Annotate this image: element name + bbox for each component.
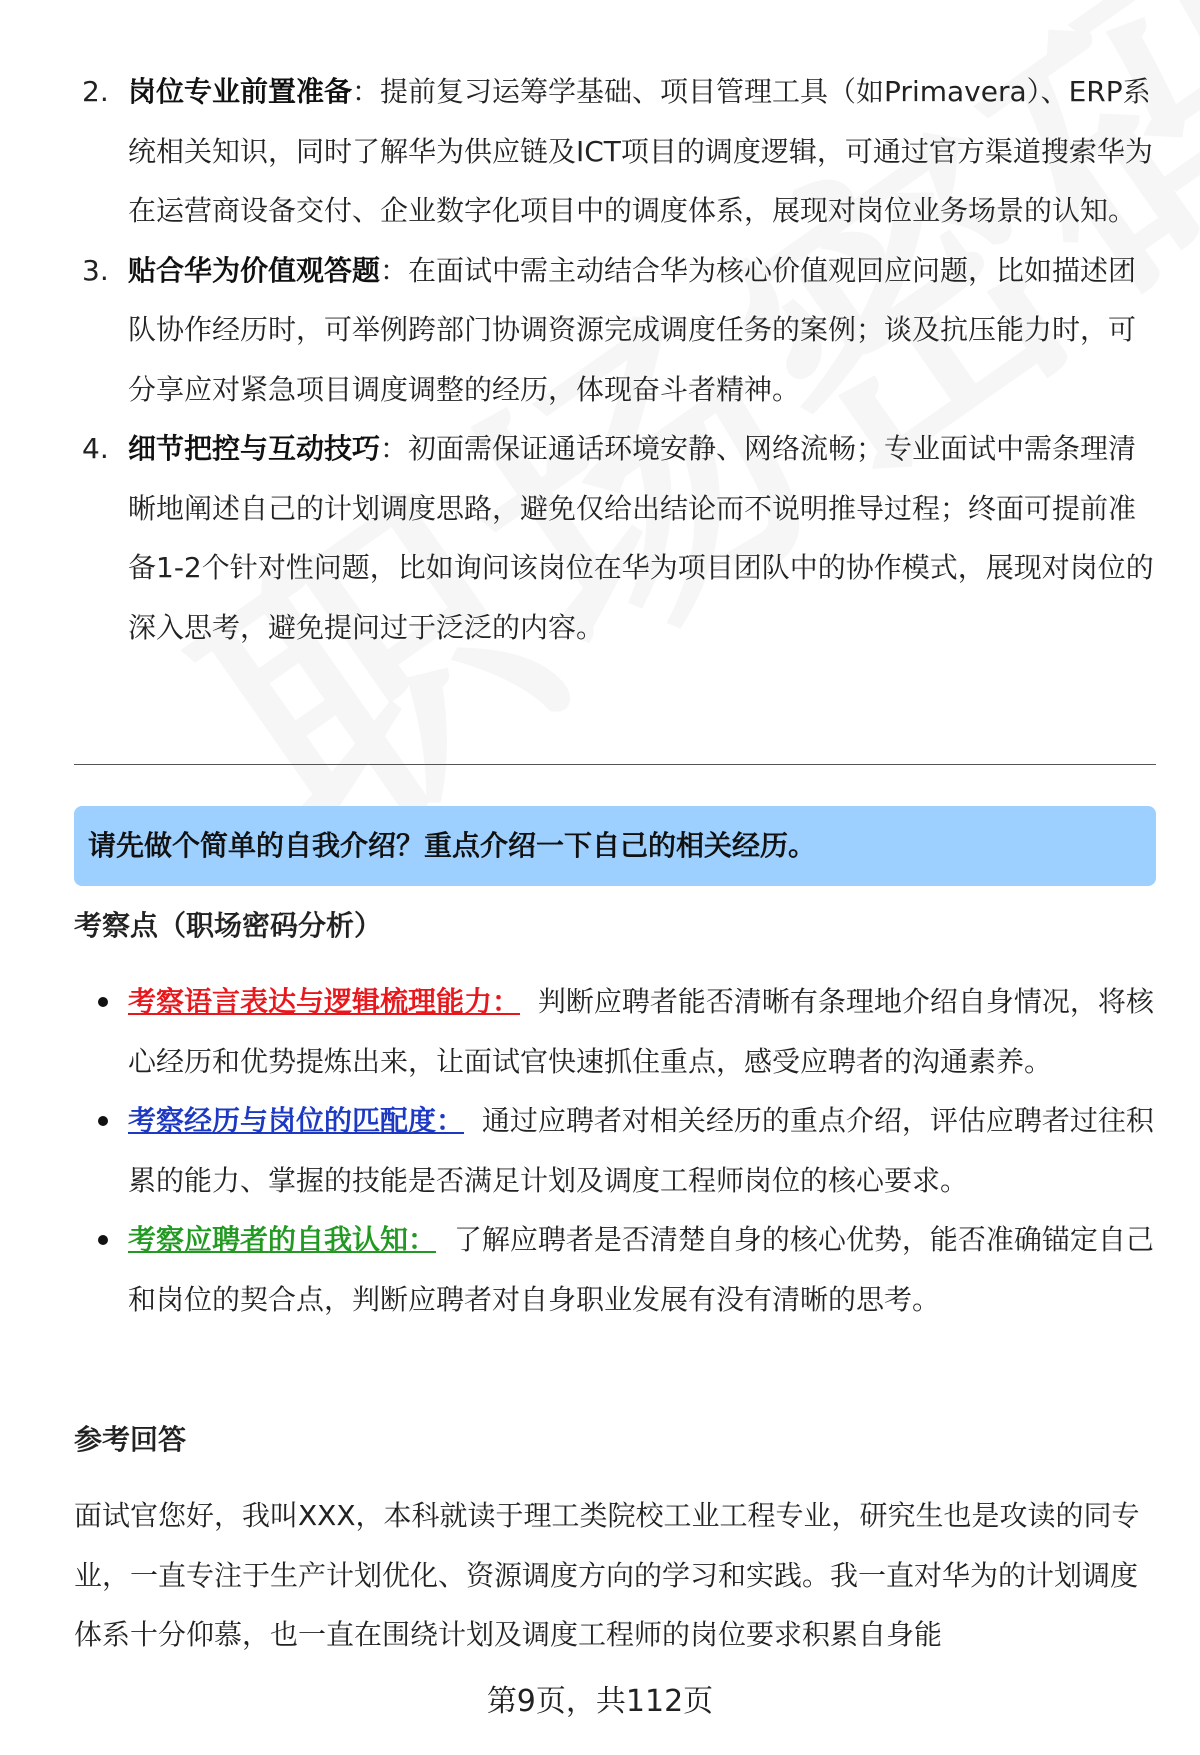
page-number: 第9页，共112页 [486,1684,714,1719]
question-box: 请先做个简单的自我介绍？重点介绍一下自己的相关经历。 [74,806,1156,886]
point-text: 判断应聘者能否清晰有条理地介绍自身情况，将核心经历和优势提炼出来，让面试官快速抓住重点，感受应聘者的沟通素养。 [128,985,1154,1078]
point-label: 考察应聘者的自我认知： [128,1223,437,1256]
list-item [82,972,1162,1091]
item-text: 提前复习运筹学基础、项目管理工具（如Primavera）、ERP系统相关知识，同时了解华为供应链及ICT项目的调度逻辑，可通过官方渠道搜索华为在运营商设备交付、企业数字化项目中的调度体系，展现对岗位业务场景的认知。 [128,75,1153,227]
list-number: 3. [82,253,109,287]
item-title: 岗位专业前置准备 [128,75,353,108]
analysis-heading: 考察点（职场密码分析） [74,909,383,942]
list-number: 2. [82,75,109,108]
item-separator: ： [380,253,409,287]
item-text: 初面需保证通话环境安静、网络流畅；专业面试中需条理清晰地阐述自己的计划调度思路，避免仅给出结论而不说明推导过程；终面可提前准备1-2个针对性问题，比如询问该岗位在华为项目团队中的协作模式，展现对岗位的深入思考，避免提问过于泛泛的内容。 [128,432,1154,644]
section-divider [74,764,1156,765]
list-item [82,419,1162,657]
point-text: 了解应聘者是否清楚自身的核心优势，能否准确锚定自己和岗位的契合点，判断应聘者对自身职业发展有没有清晰的思考。 [128,1223,1154,1316]
point-text: 通过应聘者对相关经历的重点介绍，评估应聘者过往积累的能力、掌握的技能是否满足计划及调度工程师岗位的核心要求。 [128,1104,1154,1197]
item-text: 在面试中需主动结合华为核心价值观回应问题，比如描述团队协作经历时，可举例跨部门协调资源完成调度任务的案例；谈及抗压能力时，可分享应对紧急项目调度调整的经历，体现奋斗者精神。 [128,253,1137,406]
bullet-icon [98,1235,108,1245]
item-title: 细节把控与互动技巧 [128,432,381,465]
answer-heading: 参考回答 [74,1423,187,1456]
analysis-points-list [82,972,1162,1329]
list-item [82,1210,1162,1329]
tips-list [82,62,1162,657]
list-item [82,62,1162,241]
list-number: 4. [82,432,109,465]
point-label: 考察语言表达与逻辑梳理能力： [128,985,521,1018]
answer-paragraph: 面试官您好，我叫XXX，本科就读于理工类院校工业工程专业，研究生也是攻读的同专业，一直专注于生产计划优化、资源调度方向的学习和实践。我一直对华为的计划调度体系十分仰慕，也一直在围绕计划及调度工程师的岗位要求积累自身能 [74,1499,1140,1651]
point-label: 考察经历与岗位的匹配度： [128,1104,465,1137]
item-separator: ： [352,75,381,108]
list-item [82,1091,1162,1210]
item-separator: ： [380,432,409,465]
bullet-icon [98,997,108,1007]
list-item [82,241,1162,420]
bullet-icon [98,1116,108,1126]
item-title: 贴合华为价值观答题 [128,253,381,287]
